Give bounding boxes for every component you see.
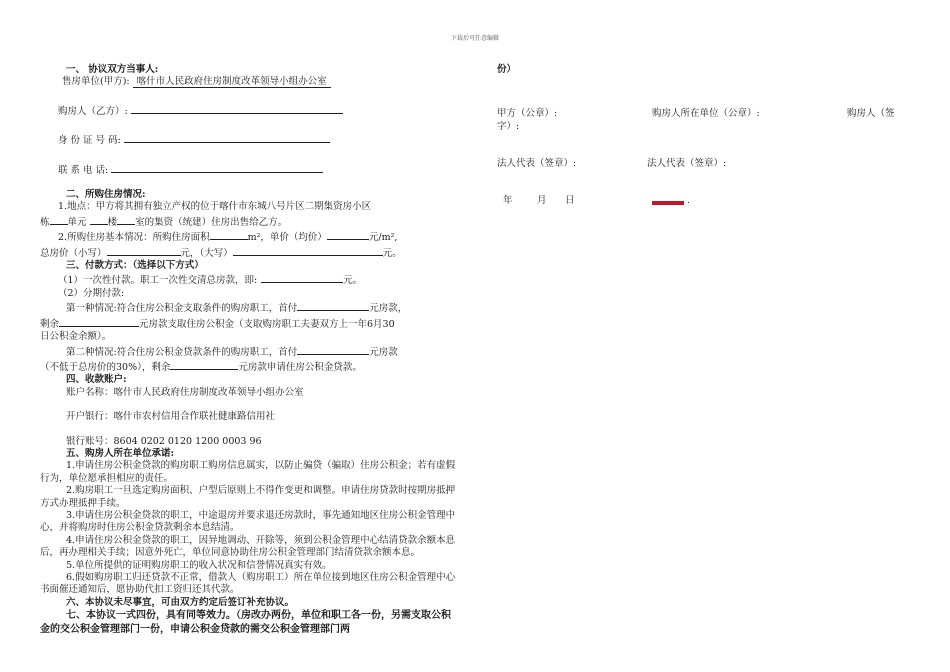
account-number: 银行账号：8604 0202 0120 1200 0003 96 bbox=[66, 435, 262, 447]
case-1-down-field[interactable] bbox=[297, 300, 369, 311]
phone-field[interactable] bbox=[111, 162, 323, 173]
price-label: m²，单价（均价） bbox=[247, 232, 327, 244]
month-label: 月 bbox=[537, 194, 547, 206]
case-2-a bbox=[40, 344, 460, 359]
building-label: 栋 bbox=[40, 216, 50, 228]
promise-4: 4.申请住房公积金贷款的职工，因异地调动、开除等，须到公积金管理中心结清贷款余额本息后，再办理相关手续；因意外死亡，单位同意协助住房公积金管理部门结清贷款余额本息。 bbox=[40, 534, 456, 559]
case-2-remain-text: 元房款申请住房公积金贷款。 bbox=[238, 361, 362, 373]
case-1-a bbox=[40, 300, 460, 315]
section-4-title: 四、收款账户: bbox=[66, 374, 127, 386]
floor-label: 楼 bbox=[107, 216, 118, 228]
copies-continued: 份） bbox=[497, 64, 517, 75]
seller-label: 售房单位(甲方): bbox=[62, 76, 130, 88]
red-seal-mark bbox=[652, 201, 684, 205]
day-label: 日 bbox=[565, 194, 575, 206]
date-row bbox=[497, 195, 917, 208]
promise-3: 3.申请住房公积金贷款的职工，中途退房并要求退还房款时，事先通知地区住房公积金管理中心，并将购房时住房公积金贷款剩余本息结清。 bbox=[40, 509, 456, 534]
case-2-b bbox=[40, 359, 460, 374]
buyer-row bbox=[40, 103, 460, 118]
room-field[interactable] bbox=[117, 214, 135, 225]
building-field[interactable] bbox=[50, 214, 68, 225]
case-1-remain-label: 剩余 bbox=[40, 318, 60, 330]
buyer-sign: 购房人（签 bbox=[847, 108, 895, 120]
section-1-title: 一、 协议双方当事人: bbox=[66, 64, 159, 75]
case-1-unit: 元房款， bbox=[369, 303, 408, 315]
promise-1: 1.申请住房公积金贷款的购房职工购房信息属实，以防止骗贷（骗取）住房公积金；若有虚假行为，单位愿承担相应的责任。 bbox=[40, 460, 456, 484]
header-note: 下载后可任意编辑 bbox=[450, 35, 499, 42]
buyer-sign-continued: 字）: bbox=[497, 121, 520, 133]
seller-row bbox=[40, 76, 460, 88]
signature-row bbox=[497, 108, 917, 121]
house-location-b bbox=[40, 214, 460, 229]
case-1-remain-field[interactable] bbox=[59, 316, 139, 327]
promise-2: 2.购房职工一旦选定购房面积、户型后原则上不得作变更和调整。申请住房贷款时按期房抵押方式办理抵押手续。 bbox=[40, 485, 456, 509]
buyer-field[interactable] bbox=[131, 103, 343, 114]
party-a-seal: 甲方（公章）: bbox=[497, 108, 558, 120]
area-field[interactable] bbox=[210, 229, 248, 240]
seller-value: 喀什市人民政府住房制度改革领导小组办公室 bbox=[133, 76, 331, 88]
case-2-down-field[interactable] bbox=[297, 344, 369, 355]
total-unit: 元。 bbox=[382, 247, 402, 259]
case-2-unit: 元房款 bbox=[369, 346, 398, 358]
option-2: （2）分期付款: bbox=[58, 287, 125, 299]
phone-label: 联 系 电 话: bbox=[58, 164, 109, 176]
case-1-c: 日公积金余额）。 bbox=[40, 331, 112, 343]
lump-sum-field[interactable] bbox=[261, 272, 343, 283]
price-field[interactable] bbox=[327, 229, 369, 240]
option-1-unit: 元。 bbox=[343, 275, 363, 287]
promise-5: 5.单位所提供的证明购房职工的收入状况和信誉情况真实有效。 bbox=[66, 559, 332, 571]
id-row bbox=[40, 132, 460, 147]
total-big-label: 元，（大写） bbox=[180, 247, 233, 259]
id-field[interactable] bbox=[124, 132, 330, 143]
section-5-title: 五、购房人所在单位承诺: bbox=[66, 447, 175, 459]
case-2-remain-label: （不低于总房价的30%），剩余 bbox=[40, 361, 171, 373]
promise-6: 6.假如购房职工归还贷款不正常，借款人（购房职工）所在单位接到地区住房公积金管理中心书面催还通知后，愿协助代扣工资归还其代款。 bbox=[40, 572, 456, 596]
house-location-a: 1.地点：甲方将其拥有独立产权的位于喀什市东城八号片区二期集资房小区 bbox=[58, 201, 372, 213]
room-label: 室的集资（统建）住房出售给乙方。 bbox=[135, 216, 288, 228]
house-area-row bbox=[40, 229, 460, 244]
total-small-label: 总房价（小写） bbox=[40, 247, 107, 259]
case-1-b bbox=[40, 316, 460, 331]
case-1-label: 第一种情况:符合住房公积金支取条件的购房职工，首付 bbox=[66, 303, 298, 315]
left-column bbox=[40, 64, 460, 637]
section-3-title: 三、付款方式：（选择以下方式） bbox=[66, 260, 204, 272]
area-label: 2.所购住房基本情况：所购住房面积 bbox=[58, 232, 210, 244]
section-6-title: 六、本协议未尽事宜，可由双方约定后签订补充协议。 bbox=[66, 596, 295, 608]
section-7-text: 七、本协议一式四份，具有同等效力。（房改办两份，单位和职工各一份，另需支取公积金的交公积金管理部门一份，申请公积金贷款的需交公积金管理部门两 bbox=[40, 610, 451, 636]
account-name: 账户名称：喀什市人民政府住房制度改革领导小组办公室 bbox=[66, 386, 304, 398]
unit-label: 单元 bbox=[67, 216, 87, 228]
phone-row bbox=[40, 162, 460, 177]
total-price-row bbox=[40, 245, 460, 260]
total-small-field[interactable] bbox=[107, 245, 181, 256]
account-bank: 开户银行：喀什市农村信用合作联社健康路信用社 bbox=[66, 411, 276, 423]
employer-seal: 购房人所在单位（公章）: bbox=[652, 108, 760, 120]
case-1-remain-text: 元房款支取住房公积金（支取购房职工夫妻双方上一年6月30 bbox=[139, 318, 395, 330]
unit-field[interactable] bbox=[90, 214, 108, 225]
price-unit: 元/m², bbox=[368, 232, 398, 244]
legal-rep-b: 法人代表（签章）: bbox=[647, 157, 727, 169]
buyer-label: 购房人（乙方）: bbox=[58, 105, 128, 117]
option-1 bbox=[40, 272, 460, 287]
legal-rep-a: 法人代表（签章）: bbox=[497, 157, 577, 169]
option-1-label: （1）一次性付款。职工一次性交清总房款，即: bbox=[58, 275, 258, 287]
id-label: 身 份 证 号 码: bbox=[58, 135, 121, 147]
case-2-remain-field[interactable] bbox=[170, 359, 238, 370]
legal-rep-row bbox=[497, 158, 917, 171]
right-column bbox=[497, 64, 917, 208]
date-dot: . bbox=[687, 194, 691, 206]
total-big-field[interactable] bbox=[233, 245, 383, 256]
section-2-title: 二、所购住房情况: bbox=[66, 189, 146, 201]
year-label: 年 bbox=[503, 194, 513, 206]
case-2-label: 第二种情况:符合住房公积金贷款条件的购房职工，首付 bbox=[66, 346, 298, 358]
